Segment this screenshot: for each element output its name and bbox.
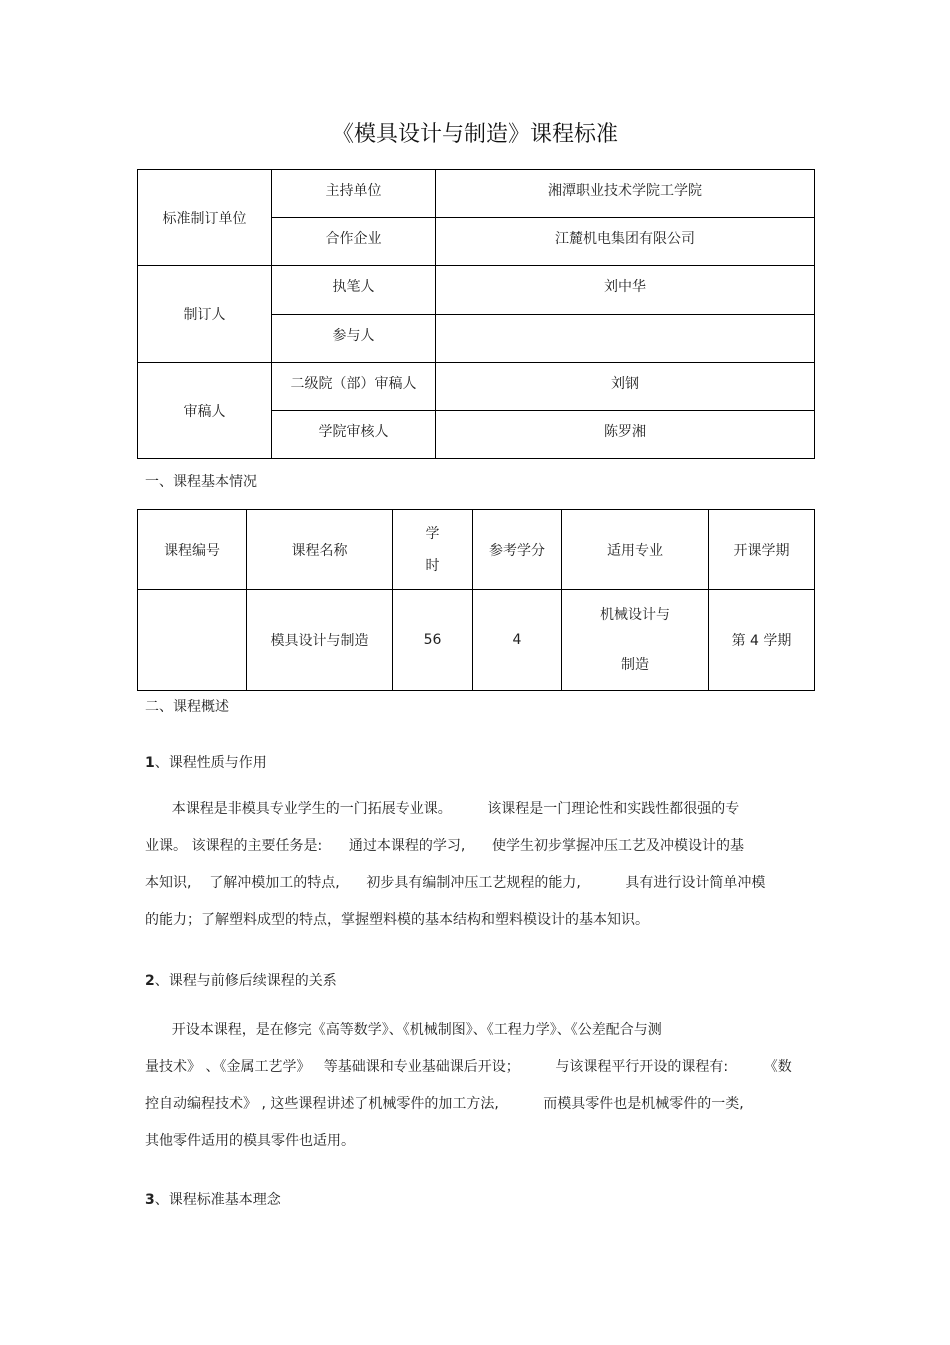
subheading-1 [145,752,267,772]
writer-value: 刘中华 [436,266,815,315]
subheading-3-number: 3 [145,1192,155,1208]
host-label: 主持单位 [272,170,436,218]
header-hours-line1: 学 [425,525,440,542]
author-group-label: 制订人 [138,266,272,363]
writer-label: 执笔人 [272,266,436,315]
cell-major-line1: 机械设计与 [600,607,670,623]
header-credits: 参考学分 [473,510,562,590]
cell-name: 模具设计与制造 [247,590,393,691]
participant-label: 参与人 [272,315,436,363]
subheading-2-number: 2 [145,973,155,989]
header-hours-line2: 时 [425,557,440,574]
subheading-1-number: 1 [145,755,155,771]
unit-label: 标准制订单位 [138,170,272,266]
host-value: 湘潭职业技术学院工学院 [436,170,815,218]
paragraph-1-line: 本课程是非模具专业学生的一门拓展专业课。 该课程是一门理论性和实践性都很强的专 [145,801,740,817]
cell-term: 第 4 学期 [709,590,815,691]
college-reviewer-value: 陈罗湘 [436,411,815,459]
subheading-2 [145,970,337,990]
subheading-1-text: 、课程性质与作用 [154,755,267,771]
paragraph-2-line: 控自动编程技术》 , 这些课程讲述了机械零件的加工方法, 而模具零件也是机械零件的一类, [145,1096,744,1112]
section-basic-info: 一、课程基本情况 [145,474,257,490]
page-title: 《模具设计与制造》课程标准 [331,122,618,147]
subheading-2-text: 、课程与前修后续课程的关系 [154,973,337,989]
header-term: 开课学期 [709,510,815,590]
dept-reviewer-value: 刘钢 [436,363,815,411]
cell-major-line2: 制造 [621,657,649,673]
paragraph-2-line: 开设本课程，是在修完《高等数学》、《机械制图》、《工程力学》、《公差配合与测 [145,1022,662,1038]
paragraph-1-line: 业课。 该课程的主要任务是: 通过本课程的学习, 使学生初步掌握冲压工艺及冲模设计的基 [145,838,745,854]
header-code: 课程编号 [138,510,247,590]
dept-reviewer-label: 二级院（部）审稿人 [272,363,436,411]
header-name: 课程名称 [247,510,393,590]
header-major: 适用专业 [562,510,709,590]
participant-value [436,315,815,363]
subheading-3-text: 、课程标准基本理念 [154,1192,281,1208]
cell-code [138,590,247,691]
paragraph-1-line: 本知识, 了解冲模加工的特点, 初步具有编制冲压工艺规程的能力, 具有进行设计简单冲模 [145,875,766,891]
subheading-3 [145,1189,281,1209]
paragraph-1-line: 的能力；了解塑料成型的特点，掌握塑料模的基本结构和塑料模设计的基本知识。 [145,912,649,928]
college-reviewer-label: 学院审核人 [272,411,436,459]
cell-major [562,590,709,691]
paragraph-2-line: 其他零件适用的模具零件也适用。 [145,1133,355,1149]
info-table [137,169,815,459]
cell-credits: 4 [473,590,562,691]
coop-label: 合作企业 [272,218,436,266]
paragraph-1 [145,791,810,939]
cell-hours: 56 [393,590,473,691]
reviewer-group-label: 审稿人 [138,363,272,459]
coop-value: 江麓机电集团有限公司 [436,218,815,266]
paragraph-2-line: 量技术》 、《金属工艺学》 等基础课和专业基础课后开设； 与该课程平行开设的课程有: 《数 [145,1059,792,1075]
paragraph-2 [145,1012,810,1160]
section-overview: 二、课程概述 [145,699,229,715]
course-table [137,509,815,691]
header-hours [393,510,473,590]
